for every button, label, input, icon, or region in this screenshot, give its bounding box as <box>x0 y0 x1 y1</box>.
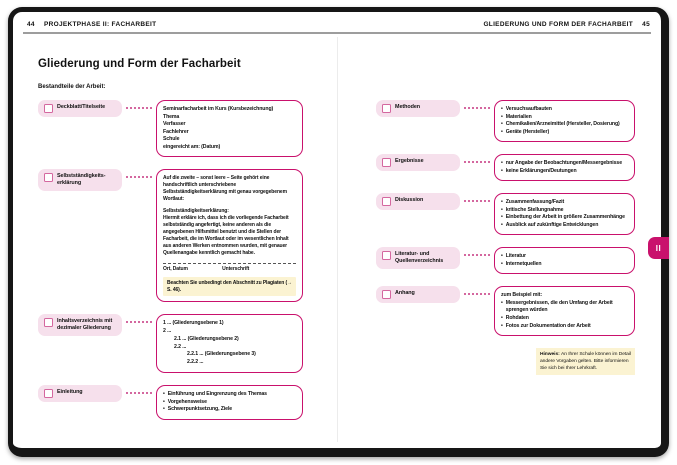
bullet-item <box>501 261 628 269</box>
school-note-lead: Hinweis: <box>540 352 562 358</box>
checklist-item <box>376 247 635 274</box>
bullet-text: Materialien <box>505 113 532 120</box>
checklist-right-column <box>376 100 635 432</box>
bullet-item <box>501 323 628 331</box>
bullet-item <box>501 315 628 323</box>
checklist-label: Literatur- und Quellenverzeichnis <box>395 251 444 265</box>
chapter-tab <box>648 237 669 259</box>
running-head-right <box>476 21 650 28</box>
outline-entry: 2 ... <box>163 327 172 334</box>
checklist-label-pill <box>376 247 460 269</box>
bullet-icon: • <box>501 167 503 174</box>
bullet-icon: • <box>163 390 165 397</box>
bullet-item <box>501 253 628 261</box>
chapter-tab-label: II <box>655 243 662 253</box>
checklist-label: Einleitung <box>57 388 83 395</box>
signature-label: Unterschrift <box>222 266 250 273</box>
plagiarism-note: Beachten Sie unbedingt den Abschnitt zu Plagiaten (→ S. 46). <box>163 277 296 296</box>
outline-entry: 2.2.2 ... <box>187 359 204 366</box>
checkbox[interactable] <box>382 290 391 299</box>
checklist-label: Ergebnisse <box>395 158 424 165</box>
checklist-item <box>376 286 635 336</box>
page-number-right: 45 <box>642 21 650 28</box>
content-box <box>494 247 635 274</box>
dotted-leader <box>464 293 490 295</box>
checklist-item <box>38 169 303 302</box>
checklist-label-pill <box>38 169 122 191</box>
content-line: Seminarfacharbeit im Kurs (Kursbezeichnung) <box>163 106 274 112</box>
section-subtitle: Bestandteile der Arbeit: <box>38 84 106 90</box>
bullet-text: nur Angabe der Beobachtungen/Messergebnisse <box>505 160 623 167</box>
content-line: Schule <box>163 136 180 143</box>
school-note <box>536 348 635 375</box>
bullet-text: Versuchsaufbauten <box>505 106 552 112</box>
checklist-label: Anhang <box>395 290 415 297</box>
content-intro: zum Beispiel mit: <box>501 292 542 299</box>
page <box>13 12 661 448</box>
bullet-item <box>501 168 628 176</box>
bullet-icon: • <box>501 128 503 135</box>
checklist-item <box>376 154 635 181</box>
bullet-icon: • <box>501 253 503 260</box>
content-box <box>494 286 635 336</box>
bullet-text: kritische Stellungnahme <box>505 206 564 213</box>
bullet-icon: • <box>501 299 503 306</box>
checklist-label-pill <box>376 286 460 303</box>
checkbox[interactable] <box>382 104 391 113</box>
dotted-leader <box>464 200 490 202</box>
content-box <box>156 314 303 373</box>
checkbox[interactable] <box>44 389 53 398</box>
checklist-label-pill <box>38 314 122 336</box>
dotted-leader <box>464 254 490 256</box>
bullet-text: Literatur <box>505 253 526 260</box>
bullet-item <box>501 214 628 222</box>
dotted-leader <box>464 161 490 163</box>
checkbox[interactable] <box>382 197 391 206</box>
bullet-item <box>501 199 628 207</box>
outline-entry: 2.2 ... <box>174 343 187 350</box>
checklist-label-pill <box>376 193 460 210</box>
checklist-label: Methoden <box>395 104 421 110</box>
checklist-label-pill <box>38 385 122 402</box>
bullet-text: Messergebnissen, die den Umfang der Arbeit sprengen würden <box>505 299 613 314</box>
bullet-icon: • <box>501 221 503 228</box>
content-box <box>156 385 303 420</box>
bullet-text: Ausblick auf zukünftige Entwicklungen <box>505 221 599 228</box>
bullet-text: Einführung und Eingrenzung des Themas <box>167 390 267 397</box>
dotted-leader <box>126 392 152 394</box>
bullet-item <box>501 160 628 168</box>
checklist-label: Diskussion <box>395 197 424 204</box>
bullet-icon: • <box>501 260 503 267</box>
checklist-item <box>376 193 635 235</box>
school-note-text: An Ihrer Schule können im Detail andere Vorgaben gelten. Bitte informieren Sie sich bei Ihrer Lehrkraft. <box>540 352 631 372</box>
bullet-text: Vorgehensweise <box>167 398 207 405</box>
dotted-leader <box>464 107 490 109</box>
dotted-leader <box>126 321 152 323</box>
running-head-left <box>27 21 163 28</box>
bullet-text: Zusammenfassung/Fazit <box>505 199 565 206</box>
bullet-item <box>163 399 296 407</box>
bullet-text: Internetquellen <box>505 260 542 267</box>
checklist-left-column <box>38 100 303 432</box>
bullet-icon: • <box>501 322 503 329</box>
bullet-icon: • <box>501 106 503 112</box>
bullet-item <box>163 406 296 414</box>
checklist-label: Inhaltsverzeichnis mit dezimaler Gliederung <box>57 318 113 332</box>
bullet-item <box>501 300 628 315</box>
bullet-item <box>501 207 628 215</box>
checklist-label: Deckblatt/Titelseite <box>57 104 106 110</box>
content-box <box>494 193 635 235</box>
content-box <box>494 154 635 181</box>
checkbox[interactable] <box>44 173 53 182</box>
content-line: Verfasser <box>163 121 186 128</box>
outline-entry: 2.1 ... (Gliederungsebene 2) <box>174 335 239 342</box>
book-spread <box>8 7 669 457</box>
checklist-item <box>38 385 303 420</box>
signature-row <box>163 266 296 273</box>
checkbox[interactable] <box>382 251 391 260</box>
bullet-icon: • <box>501 314 503 321</box>
checklist-columns <box>38 100 661 432</box>
declaration-heading: Selbstständigkeitserklärung: <box>163 208 229 215</box>
outline-entry: 1 ... (Gliederungsebene 1) <box>163 320 224 327</box>
bullet-icon: • <box>501 121 503 128</box>
bullet-icon: • <box>501 113 503 120</box>
bullet-item <box>501 114 628 122</box>
checkbox[interactable] <box>44 104 53 113</box>
bullet-icon: • <box>501 199 503 206</box>
outline-entry: 2.2.1 ... (Gliederungsebene 3) <box>187 351 256 358</box>
bullet-item <box>501 106 628 114</box>
bullet-icon: • <box>501 160 503 167</box>
checklist-item <box>38 100 303 157</box>
content-line: Fachlehrer <box>163 128 189 135</box>
dotted-leader <box>126 107 152 109</box>
bullet-item <box>501 129 628 137</box>
content-line: eingereicht am: (Datum) <box>163 143 221 150</box>
checklist-item <box>38 314 303 373</box>
page-title: Gliederung und Form der Facharbeit <box>38 58 241 70</box>
bullet-text: Fotos zur Dokumentation der Arbeit <box>505 322 591 329</box>
content-line: Thema <box>163 113 180 120</box>
declaration-body: Hiermit erkläre ich, dass ich die vorliegende Facharbeit selbstständig angefertigt, keine anderen als die angegebenen Hilfsmittel benutzt und die Stellen der Facharbeit, die im Wortlaut oder im wesentlichen Inhalt aus anderen Werken entnommen wurden, mit genauer Quellenangabe kenntlich gemacht habe. <box>163 215 289 257</box>
signature-line <box>163 263 296 264</box>
content-box <box>156 100 303 157</box>
checklist-label-pill <box>38 100 122 117</box>
content-box <box>494 100 635 142</box>
bullet-item <box>163 391 296 399</box>
running-head <box>13 12 661 28</box>
checkbox[interactable] <box>382 158 391 167</box>
bullet-text: Einbettung der Arbeit in größere Zusammenhänge <box>505 214 625 221</box>
checklist-label-pill <box>376 100 460 117</box>
checklist-label: Selbstständigkeits- erklärung <box>57 173 106 187</box>
bullet-text: Geräte (Hersteller) <box>505 128 550 135</box>
running-title-right: GLIEDERUNG UND FORM DER FACHARBEIT <box>483 21 634 28</box>
header-rule <box>23 32 651 34</box>
checkbox[interactable] <box>44 318 53 327</box>
bullet-icon: • <box>163 406 165 413</box>
bullet-icon: • <box>163 398 165 405</box>
dotted-leader <box>126 176 152 178</box>
checklist-item <box>376 100 635 142</box>
content-box <box>156 169 303 302</box>
center-fold <box>337 37 338 442</box>
bullet-text: Chemikalien/Arzneimittel (Hersteller, Dosierung) <box>505 121 620 128</box>
bullet-icon: • <box>501 206 503 213</box>
checklist-label-pill <box>376 154 460 171</box>
running-title-left: PROJEKTPHASE II: FACHARBEIT <box>43 21 157 28</box>
bullet-item <box>501 222 628 230</box>
signature-place-date-label: Ort, Datum <box>163 266 188 273</box>
bullet-icon: • <box>501 214 503 221</box>
declaration-intro: Auf die zweite – sonst leere – Seite gehört eine handschriftlich unterschriebene Selbstständigkeitserklärung mit genau vorgegebenem Wortlaut: <box>163 175 287 203</box>
page-number-left: 44 <box>27 21 35 28</box>
bullet-item <box>501 121 628 129</box>
bullet-text: keine Erklärungen/Deutungen <box>505 167 577 174</box>
bullet-text: Rohdaten <box>505 314 529 321</box>
bullet-text: Schwerpunktsetzung, Ziele <box>167 406 233 413</box>
